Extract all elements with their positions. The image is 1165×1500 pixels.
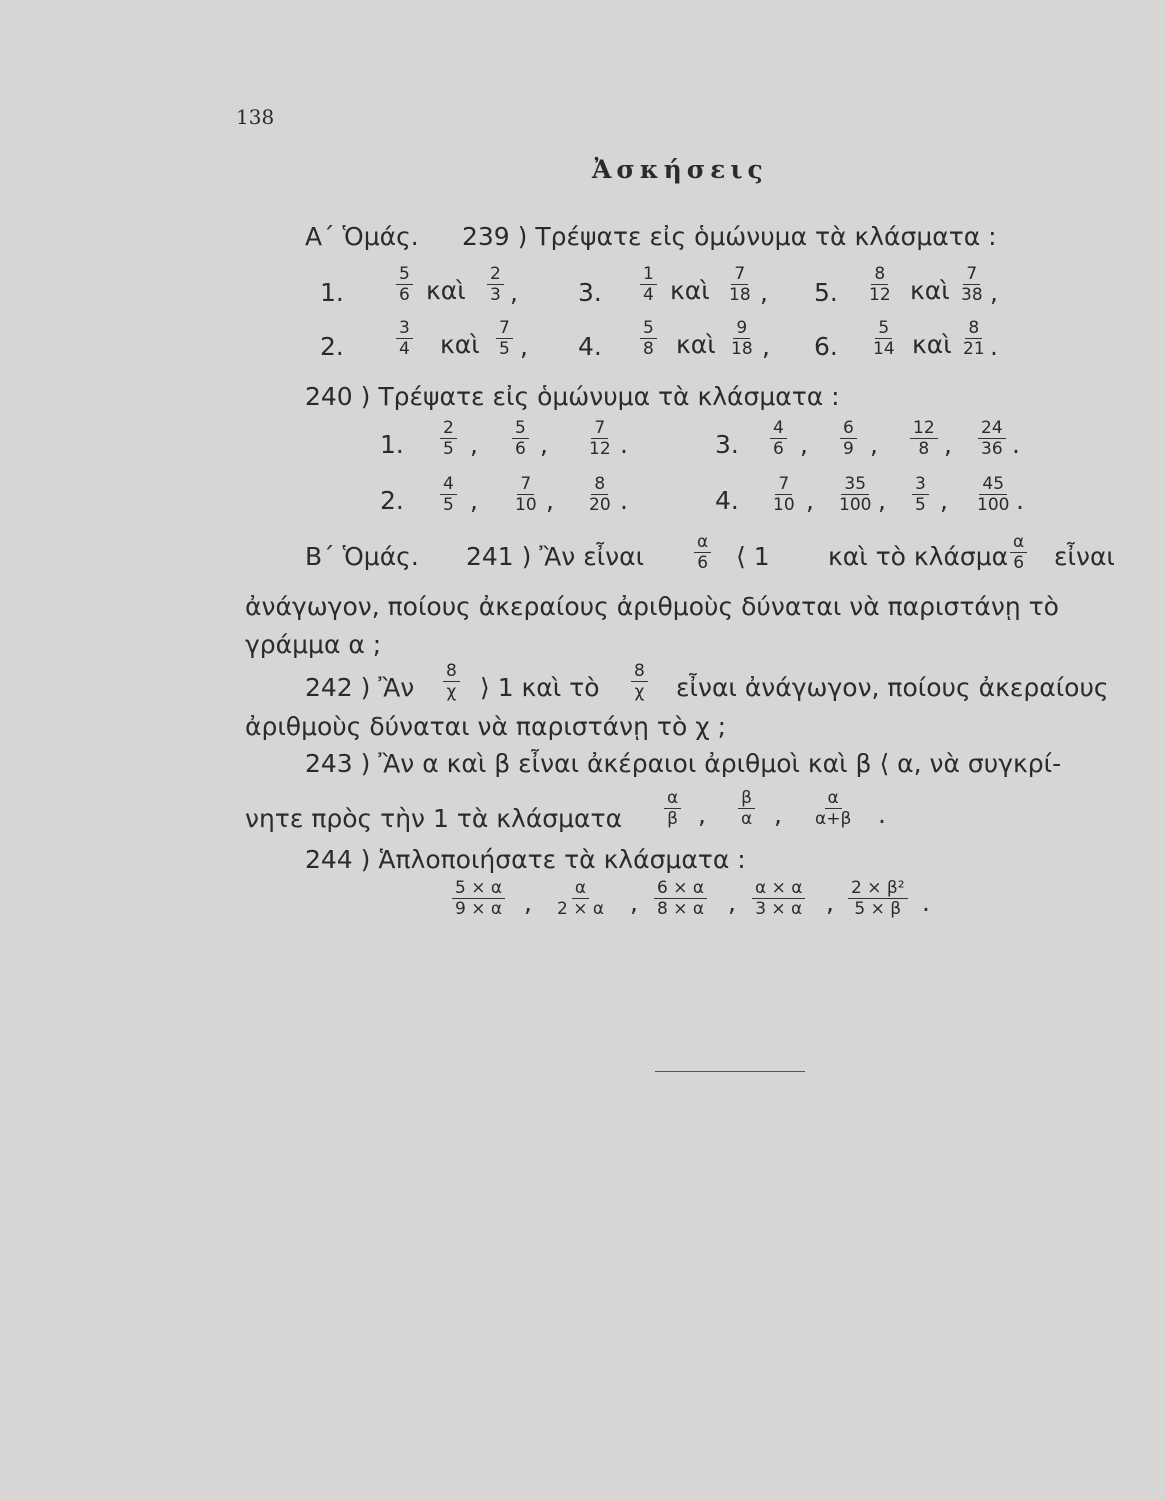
- fraction: 12 8: [910, 418, 938, 459]
- fraction: α 2 × α: [557, 878, 605, 919]
- fraction: 6 × α 8 × α: [654, 878, 707, 919]
- exercise-241-text: 241 ) Ἂν εἶναι: [466, 542, 645, 571]
- exercise-241-text: ἀνάγωγον, ποίους ἀκεραίους ἀριθμοὺς δύναται νὰ παριστάνῃ τὸ: [245, 592, 1059, 621]
- punctuation: ,: [630, 888, 638, 917]
- punctuation: ,: [540, 430, 548, 459]
- item-number: 2.: [320, 332, 344, 361]
- exercise-242-text: ⟩ 1 καὶ τὸ: [480, 673, 600, 702]
- punctuation: ,: [510, 278, 518, 307]
- fraction: 3 5: [912, 474, 929, 515]
- punctuation: ,: [940, 486, 948, 515]
- page-number: 138: [236, 105, 275, 129]
- punctuation: ,: [990, 278, 998, 307]
- punctuation: .: [620, 486, 628, 515]
- punctuation: ,: [470, 430, 478, 459]
- punctuation: ,: [774, 800, 782, 829]
- fraction: 8 20: [589, 474, 611, 515]
- kai-word: καὶ: [676, 330, 716, 359]
- fraction: 8 21: [963, 318, 985, 359]
- item-number: 5.: [814, 278, 838, 307]
- fraction: 35 100: [839, 474, 872, 515]
- fraction: 7 10: [515, 474, 537, 515]
- punctuation: ,: [944, 430, 952, 459]
- fraction: 24 36: [978, 418, 1006, 459]
- fraction: 5 × α 9 × α: [452, 878, 505, 919]
- fraction: 5 14: [873, 318, 895, 359]
- kai-word: καὶ: [426, 276, 466, 305]
- kai-word: καὶ: [670, 276, 710, 305]
- fraction: 8 12: [869, 264, 891, 305]
- fraction: α 6: [1010, 532, 1027, 573]
- punctuation: ,: [870, 430, 878, 459]
- exercise-241-text: ⟨ 1: [736, 542, 770, 571]
- exercise-244-heading: 244 ) Ἁπλοποιήσατε τὰ κλάσματα :: [305, 845, 746, 874]
- fraction: 5 8: [640, 318, 657, 359]
- item-number: 3.: [715, 430, 739, 459]
- exercise-242-text: 242 ) Ἂν: [305, 673, 415, 702]
- punctuation: .: [1012, 430, 1020, 459]
- divider-line: [655, 1071, 805, 1072]
- fraction: 3 4: [396, 318, 413, 359]
- group-b-label: Β΄ Ὁμάς.: [305, 542, 419, 571]
- kai-word: καὶ: [912, 330, 952, 359]
- kai-word: καὶ: [440, 330, 480, 359]
- fraction: 7 5: [496, 318, 513, 359]
- punctuation: ,: [762, 332, 770, 361]
- fraction: 2 5: [440, 418, 457, 459]
- punctuation: ,: [760, 278, 768, 307]
- fraction: α α+β: [815, 788, 852, 829]
- exercise-242-text: εἶναι ἀνάγωγον, ποίους ἀκεραίους: [676, 673, 1109, 702]
- punctuation: .: [1016, 486, 1024, 515]
- punctuation: ,: [520, 332, 528, 361]
- kai-word: καὶ: [910, 276, 950, 305]
- exercise-241-text: καὶ τὸ κλάσμα: [828, 542, 1009, 571]
- fraction: 1 4: [640, 264, 657, 305]
- fraction: 4 5: [440, 474, 457, 515]
- punctuation: ,: [546, 486, 554, 515]
- fraction: 4 6: [770, 418, 787, 459]
- exercise-241-text: εἶναι: [1054, 542, 1115, 571]
- fraction: 2 × β² 5 × β: [848, 878, 908, 919]
- item-number: 2.: [380, 486, 404, 515]
- fraction: 7 12: [589, 418, 611, 459]
- fraction: α × α 3 × α: [752, 878, 805, 919]
- exercise-243-text: 243 ) Ἂν α καὶ β εἶναι ἀκέραιοι ἀριθμοὶ καὶ β ⟨ α, νὰ συγκρί-: [305, 749, 1062, 778]
- punctuation: ,: [470, 486, 478, 515]
- item-number: 4.: [715, 486, 739, 515]
- fraction: 8 χ: [631, 661, 648, 702]
- fraction: 2 3: [487, 264, 504, 305]
- punctuation: .: [922, 888, 930, 917]
- punctuation: ,: [878, 486, 886, 515]
- exercise-241-text: γράμμα α ;: [245, 630, 382, 659]
- exercise-242-text: ἀριθμοὺς δύναται νὰ παριστάνῃ τὸ χ ;: [245, 712, 727, 741]
- exercise-239-heading: 239 ) Τρέψατε εἰς ὁμώνυμα τὰ κλάσματα :: [462, 222, 997, 251]
- exercise-240-heading: 240 ) Τρέψατε εἰς ὁμώνυμα τὰ κλάσματα :: [305, 382, 840, 411]
- group-a-label: Α΄ Ὁμάς.: [305, 222, 419, 251]
- item-number: 3.: [578, 278, 602, 307]
- punctuation: .: [620, 430, 628, 459]
- fraction: 7 10: [773, 474, 795, 515]
- punctuation: ,: [826, 888, 834, 917]
- fraction: 6 9: [840, 418, 857, 459]
- punctuation: ,: [524, 888, 532, 917]
- fraction: α β: [664, 788, 681, 829]
- punctuation: ,: [806, 486, 814, 515]
- punctuation: ,: [800, 430, 808, 459]
- fraction: 5 6: [512, 418, 529, 459]
- exercise-243-text: νητε πρὸς τὴν 1 τὰ κλάσματα: [245, 804, 623, 833]
- punctuation: ,: [698, 800, 706, 829]
- item-number: 6.: [814, 332, 838, 361]
- fraction: 8 χ: [443, 661, 460, 702]
- fraction: 45 100: [977, 474, 1010, 515]
- fraction: 7 38: [961, 264, 983, 305]
- fraction: 7 18: [729, 264, 751, 305]
- fraction: 9 18: [731, 318, 753, 359]
- punctuation: .: [878, 800, 886, 829]
- item-number: 1.: [380, 430, 404, 459]
- punctuation: .: [990, 332, 998, 361]
- fraction: 5 6: [396, 264, 413, 305]
- fraction: β α: [738, 788, 755, 829]
- punctuation: ,: [728, 888, 736, 917]
- section-title: Ἀσκήσεις: [592, 155, 768, 184]
- fraction: α 6: [694, 532, 711, 573]
- item-number: 1.: [320, 278, 344, 307]
- item-number: 4.: [578, 332, 602, 361]
